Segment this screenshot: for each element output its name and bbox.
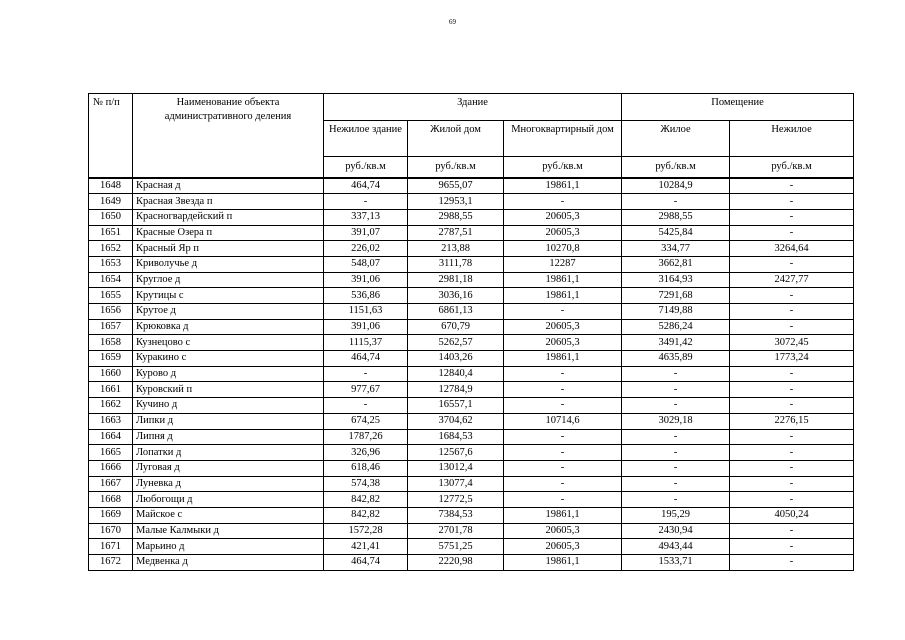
value-apartment-building: 12287	[504, 256, 622, 272]
object-name: Любогощи д	[133, 492, 324, 508]
value-apartment-building: -	[504, 382, 622, 398]
value-nonresidential-building: -	[324, 398, 408, 414]
table-row	[89, 429, 854, 445]
row-number: 1666	[89, 460, 133, 476]
value-nonresidential-room: -	[730, 398, 854, 414]
table-row	[89, 178, 854, 194]
object-name: Луговая д	[133, 460, 324, 476]
object-name: Красная Звезда п	[133, 194, 324, 210]
row-number: 1663	[89, 413, 133, 429]
value-residential-house: 670,79	[408, 319, 504, 335]
value-nonresidential-building: 391,07	[324, 225, 408, 241]
row-number: 1658	[89, 335, 133, 351]
price-table	[88, 93, 854, 571]
value-residential-room: 7149,88	[622, 304, 730, 320]
value-nonresidential-building: 548,07	[324, 256, 408, 272]
value-apartment-building: -	[504, 429, 622, 445]
table-row	[89, 492, 854, 508]
row-number: 1659	[89, 351, 133, 367]
value-nonresidential-building: 574,38	[324, 476, 408, 492]
value-residential-room: -	[622, 194, 730, 210]
value-residential-house: 2787,51	[408, 225, 504, 241]
row-number: 1657	[89, 319, 133, 335]
value-apartment-building: 10270,8	[504, 241, 622, 257]
value-nonresidential-room: -	[730, 492, 854, 508]
object-name: Липня д	[133, 429, 324, 445]
header-unit: руб./кв.м	[408, 157, 504, 179]
value-nonresidential-room: 3072,45	[730, 335, 854, 351]
value-residential-room: 5286,24	[622, 319, 730, 335]
object-name: Медвенка д	[133, 555, 324, 571]
value-apartment-building: 19861,1	[504, 555, 622, 571]
object-name: Куракино с	[133, 351, 324, 367]
value-apartment-building: 19861,1	[504, 507, 622, 523]
value-apartment-building: -	[504, 304, 622, 320]
value-nonresidential-building: 842,82	[324, 492, 408, 508]
value-residential-house: 12784,9	[408, 382, 504, 398]
value-residential-house: 9655,07	[408, 178, 504, 194]
row-number: 1660	[89, 366, 133, 382]
row-number: 1662	[89, 398, 133, 414]
value-nonresidential-room: -	[730, 319, 854, 335]
value-nonresidential-building: -	[324, 194, 408, 210]
table-row	[89, 272, 854, 288]
table-row	[89, 319, 854, 335]
table-row	[89, 539, 854, 555]
value-nonresidential-building: 464,74	[324, 178, 408, 194]
value-nonresidential-building: -	[324, 366, 408, 382]
row-number: 1669	[89, 507, 133, 523]
value-nonresidential-room: -	[730, 304, 854, 320]
row-number: 1668	[89, 492, 133, 508]
table-row	[89, 413, 854, 429]
value-apartment-building: 20605,3	[504, 225, 622, 241]
object-name: Красная д	[133, 178, 324, 194]
value-nonresidential-building: 842,82	[324, 507, 408, 523]
row-number: 1650	[89, 209, 133, 225]
value-residential-room: 5425,84	[622, 225, 730, 241]
row-number: 1648	[89, 178, 133, 194]
object-name: Кучино д	[133, 398, 324, 414]
value-nonresidential-building: 977,67	[324, 382, 408, 398]
value-nonresidential-building: 1572,28	[324, 523, 408, 539]
value-residential-house: 2988,55	[408, 209, 504, 225]
value-apartment-building: 20605,3	[504, 209, 622, 225]
value-residential-house: 7384,53	[408, 507, 504, 523]
value-nonresidential-room: -	[730, 256, 854, 272]
table-row	[89, 523, 854, 539]
value-apartment-building: -	[504, 476, 622, 492]
value-apartment-building: -	[504, 398, 622, 414]
value-nonresidential-room: 3264,64	[730, 241, 854, 257]
value-residential-room: 10284,9	[622, 178, 730, 194]
value-residential-house: 12840,4	[408, 366, 504, 382]
table-row	[89, 382, 854, 398]
value-residential-house: 2981,18	[408, 272, 504, 288]
value-residential-room: 4635,89	[622, 351, 730, 367]
value-nonresidential-building: 674,25	[324, 413, 408, 429]
table-row	[89, 507, 854, 523]
row-number: 1649	[89, 194, 133, 210]
header-group-room: Помещение	[622, 94, 854, 121]
value-residential-room: 2988,55	[622, 209, 730, 225]
value-nonresidential-building: 326,96	[324, 445, 408, 461]
value-nonresidential-room: -	[730, 288, 854, 304]
table-row	[89, 288, 854, 304]
value-nonresidential-building: 618,46	[324, 460, 408, 476]
table-row	[89, 304, 854, 320]
value-nonresidential-room: -	[730, 445, 854, 461]
value-residential-room: 2430,94	[622, 523, 730, 539]
value-nonresidential-room: 2276,15	[730, 413, 854, 429]
value-residential-room: -	[622, 492, 730, 508]
table-row	[89, 460, 854, 476]
value-residential-house: 2701,78	[408, 523, 504, 539]
value-apartment-building: 20605,3	[504, 335, 622, 351]
table-row	[89, 351, 854, 367]
value-residential-house: 13012,4	[408, 460, 504, 476]
value-apartment-building: -	[504, 492, 622, 508]
value-residential-house: 1684,53	[408, 429, 504, 445]
object-name: Крюковка д	[133, 319, 324, 335]
row-number: 1651	[89, 225, 133, 241]
row-number: 1653	[89, 256, 133, 272]
value-apartment-building: 19861,1	[504, 178, 622, 194]
value-nonresidential-room: 2427,77	[730, 272, 854, 288]
value-nonresidential-room: 4050,24	[730, 507, 854, 523]
value-residential-room: 3164,93	[622, 272, 730, 288]
value-nonresidential-building: 337,13	[324, 209, 408, 225]
value-residential-room: -	[622, 460, 730, 476]
value-residential-house: 3036,16	[408, 288, 504, 304]
value-nonresidential-room: -	[730, 476, 854, 492]
header-unit: руб./кв.м	[730, 157, 854, 179]
table-row	[89, 445, 854, 461]
value-residential-house: 3111,78	[408, 256, 504, 272]
table-row	[89, 256, 854, 272]
page-number: 69	[449, 18, 456, 26]
row-number: 1654	[89, 272, 133, 288]
value-residential-room: 334,77	[622, 241, 730, 257]
value-nonresidential-building: 464,74	[324, 555, 408, 571]
header-object-name: Наименование объекта административного деления	[133, 94, 324, 179]
value-apartment-building: 19861,1	[504, 351, 622, 367]
value-nonresidential-room: -	[730, 523, 854, 539]
value-nonresidential-room: -	[730, 209, 854, 225]
value-apartment-building: -	[504, 366, 622, 382]
value-nonresidential-building: 536,86	[324, 288, 408, 304]
value-nonresidential-building: 421,41	[324, 539, 408, 555]
value-residential-room: 1533,71	[622, 555, 730, 571]
value-apartment-building: -	[504, 445, 622, 461]
value-nonresidential-building: 1151,63	[324, 304, 408, 320]
table-row	[89, 241, 854, 257]
object-name: Криволучье д	[133, 256, 324, 272]
table-row	[89, 366, 854, 382]
table-body	[89, 178, 854, 570]
header-unit: руб./кв.м	[324, 157, 408, 179]
value-residential-room: -	[622, 382, 730, 398]
row-number: 1665	[89, 445, 133, 461]
row-number: 1656	[89, 304, 133, 320]
row-number: 1671	[89, 539, 133, 555]
object-name: Кузнецово с	[133, 335, 324, 351]
header-unit: руб./кв.м	[504, 157, 622, 179]
value-residential-room: -	[622, 429, 730, 445]
row-number: 1655	[89, 288, 133, 304]
value-apartment-building: 20605,3	[504, 539, 622, 555]
value-nonresidential-room: -	[730, 429, 854, 445]
value-residential-room: -	[622, 476, 730, 492]
value-residential-room: 3662,81	[622, 256, 730, 272]
value-residential-room: -	[622, 366, 730, 382]
row-number: 1661	[89, 382, 133, 398]
value-residential-house: 213,88	[408, 241, 504, 257]
value-residential-house: 3704,62	[408, 413, 504, 429]
value-residential-house: 12772,5	[408, 492, 504, 508]
row-number: 1670	[89, 523, 133, 539]
table-row	[89, 398, 854, 414]
value-residential-room: 7291,68	[622, 288, 730, 304]
value-nonresidential-room: -	[730, 225, 854, 241]
row-number: 1672	[89, 555, 133, 571]
value-residential-house: 16557,1	[408, 398, 504, 414]
value-residential-house: 12953,1	[408, 194, 504, 210]
value-residential-room: 3029,18	[622, 413, 730, 429]
object-name: Курово д	[133, 366, 324, 382]
value-nonresidential-room: -	[730, 555, 854, 571]
value-apartment-building: 19861,1	[504, 272, 622, 288]
value-residential-house: 5262,57	[408, 335, 504, 351]
object-name: Крутое д	[133, 304, 324, 320]
table-row	[89, 209, 854, 225]
object-name: Красный Яр п	[133, 241, 324, 257]
value-residential-house: 5751,25	[408, 539, 504, 555]
value-residential-house: 1403,26	[408, 351, 504, 367]
value-residential-house: 13077,4	[408, 476, 504, 492]
object-name: Липки д	[133, 413, 324, 429]
header-number: № п/п	[89, 94, 133, 179]
value-apartment-building: -	[504, 460, 622, 476]
value-nonresidential-building: 1787,26	[324, 429, 408, 445]
header-residential-house: Жилой дом	[408, 121, 504, 157]
object-name: Лопатки д	[133, 445, 324, 461]
value-nonresidential-room: 1773,24	[730, 351, 854, 367]
value-residential-house: 12567,6	[408, 445, 504, 461]
value-apartment-building: -	[504, 194, 622, 210]
value-residential-house: 2220,98	[408, 555, 504, 571]
value-residential-room: 4943,44	[622, 539, 730, 555]
object-name: Малые Калмыки д	[133, 523, 324, 539]
header-residential-room: Жилое	[622, 121, 730, 157]
header-group-building: Здание	[324, 94, 622, 121]
object-name: Крутицы с	[133, 288, 324, 304]
value-apartment-building: 10714,6	[504, 413, 622, 429]
value-residential-house: 6861,13	[408, 304, 504, 320]
table-row	[89, 194, 854, 210]
table-row	[89, 335, 854, 351]
value-apartment-building: 20605,3	[504, 319, 622, 335]
value-nonresidential-room: -	[730, 382, 854, 398]
row-number: 1667	[89, 476, 133, 492]
table-header	[89, 94, 854, 179]
value-nonresidential-room: -	[730, 366, 854, 382]
value-residential-room: -	[622, 445, 730, 461]
object-name: Куровский п	[133, 382, 324, 398]
table-row	[89, 476, 854, 492]
value-nonresidential-building: 1115,37	[324, 335, 408, 351]
value-nonresidential-building: 391,06	[324, 319, 408, 335]
header-nonresidential-building: Нежилое здание	[324, 121, 408, 157]
value-residential-room: -	[622, 398, 730, 414]
header-apartment-building: Многоквартирный дом	[504, 121, 622, 157]
value-nonresidential-building: 464,74	[324, 351, 408, 367]
object-name: Марьино д	[133, 539, 324, 555]
value-apartment-building: 20605,3	[504, 523, 622, 539]
table-row	[89, 225, 854, 241]
row-number: 1652	[89, 241, 133, 257]
object-name: Майское с	[133, 507, 324, 523]
value-residential-room: 3491,42	[622, 335, 730, 351]
object-name: Красные Озера п	[133, 225, 324, 241]
row-number: 1664	[89, 429, 133, 445]
value-nonresidential-building: 391,06	[324, 272, 408, 288]
table-row	[89, 555, 854, 571]
object-name: Круглое д	[133, 272, 324, 288]
value-nonresidential-building: 226,02	[324, 241, 408, 257]
value-residential-room: 195,29	[622, 507, 730, 523]
value-nonresidential-room: -	[730, 178, 854, 194]
value-nonresidential-room: -	[730, 460, 854, 476]
header-nonresidential-room: Нежилое	[730, 121, 854, 157]
value-nonresidential-room: -	[730, 539, 854, 555]
value-nonresidential-room: -	[730, 194, 854, 210]
header-unit: руб./кв.м	[622, 157, 730, 179]
object-name: Красногвардейский п	[133, 209, 324, 225]
object-name: Луневка д	[133, 476, 324, 492]
value-apartment-building: 19861,1	[504, 288, 622, 304]
